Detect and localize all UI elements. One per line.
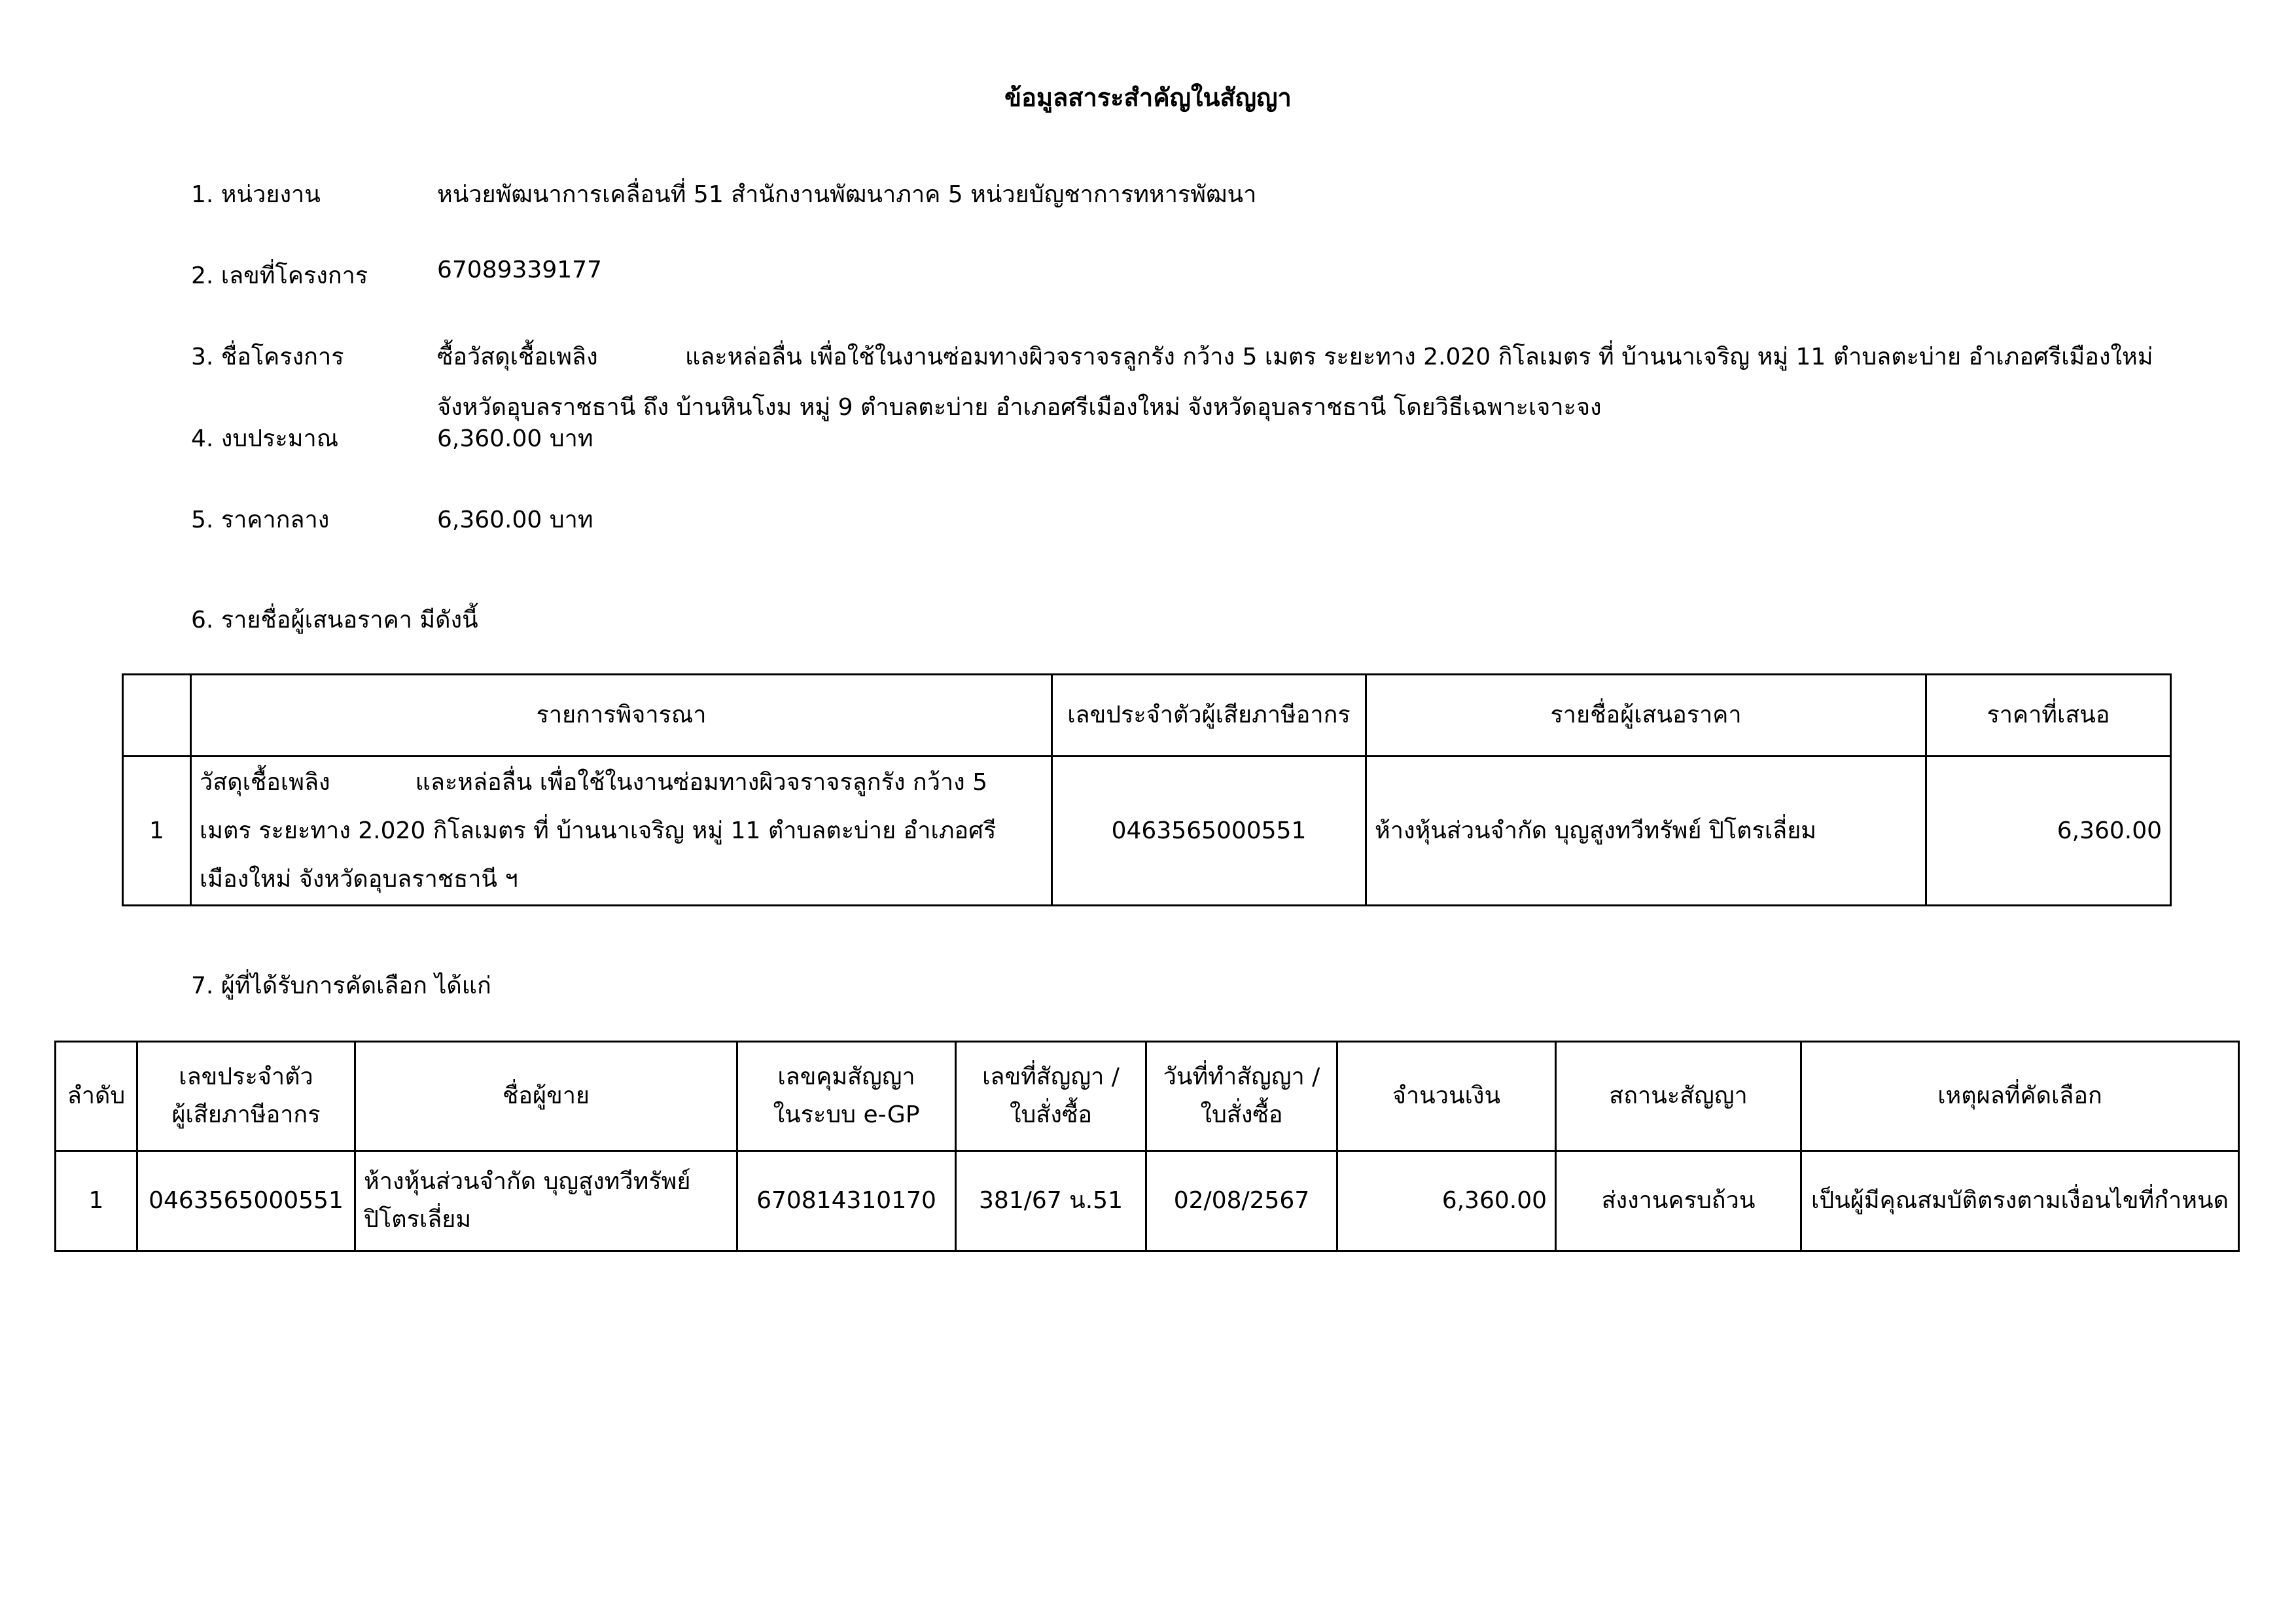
project-no-value: 67089339177 xyxy=(437,257,602,283)
bidder-item-line1-a: วัสดุเชื้อเพลิง xyxy=(200,768,330,796)
selected-header-egp-1: เลขคุมสัญญา xyxy=(777,1063,915,1090)
selected-row-egp: 670814310170 xyxy=(737,1151,956,1251)
bidder-row-item xyxy=(191,757,1052,906)
median-price-value: 6,360.00 บาท xyxy=(437,507,593,533)
bidder-item-line1-b: และหล่อลื่น เพื่อใช้ในงานซ่อมทางผิวจราจรลูกรัง กว้าง 5 xyxy=(415,768,988,796)
selected-header-row xyxy=(56,1042,2239,1151)
selected-header-status: สถานะสัญญา xyxy=(1556,1042,1801,1151)
selected-table xyxy=(54,1041,2240,1252)
selected-row-status: ส่งงานครบถ้วน xyxy=(1556,1151,1801,1251)
project-name-label: 3. ชื่อโครงการ xyxy=(191,344,344,370)
bidder-item-line3: เมืองใหม่ จังหวัดอุบลราชธานี ฯ xyxy=(200,865,518,893)
budget-value: 6,360.00 บาท xyxy=(437,425,593,452)
bidder-row-price: 6,360.00 xyxy=(1926,757,2171,906)
bidder-row-no: 1 xyxy=(123,757,191,906)
bidder-row-tax-id: 0463565000551 xyxy=(1052,757,1366,906)
bidders-header-item: รายการพิจารณา xyxy=(191,675,1052,757)
selected-row-seller-1: ห้างหุ้นส่วนจำกัด บุญสูงทวีทรัพย์ xyxy=(364,1168,691,1195)
bidders-heading: 6. รายชื่อผู้เสนอราคา มีดังนี้ xyxy=(191,607,478,633)
selected-row-seller-2: ปิโตรเลี่ยม xyxy=(364,1206,472,1233)
selected-header-tax-id-2: ผู้เสียภาษีอากร xyxy=(171,1101,321,1128)
document-title: ข้อมูลสาระสำคัญในสัญญา xyxy=(1004,83,1292,112)
selected-header-egp-2: ในระบบ e-GP xyxy=(773,1101,920,1128)
bidder-row-name: ห้างหุ้นส่วนจำกัด บุญสูงทวีทรัพย์ ปิโตรเลี่ยม xyxy=(1366,757,1926,906)
selected-header-amount: จำนวนเงิน xyxy=(1337,1042,1556,1151)
bidders-header-bidder: รายชื่อผู้เสนอราคา xyxy=(1366,675,1926,757)
selected-header-egp xyxy=(737,1042,956,1151)
project-no-label: 2. เลขที่โครงการ xyxy=(191,262,368,289)
selected-row-contract-no: 381/67 น.51 xyxy=(956,1151,1146,1251)
table-row xyxy=(56,1151,2239,1251)
selected-header-contract-no-2: ใบสั่งซื้อ xyxy=(1009,1101,1093,1128)
selected-header-contract-no-1: เลขที่สัญญา / xyxy=(982,1063,1120,1090)
bidders-header-price: ราคาที่เสนอ xyxy=(1926,675,2171,757)
selected-header-contract-no xyxy=(956,1042,1146,1151)
selected-row-reason: เป็นผู้มีคุณสมบัติตรงตามเงื่อนไขที่กำหนด xyxy=(1801,1151,2239,1251)
selected-header-date-1: วันที่ทำสัญญา / xyxy=(1163,1063,1320,1090)
selected-row-seller xyxy=(355,1151,737,1251)
project-name-part2: และหล่อลื่น เพื่อใช้ในงานซ่อมทางผิวจราจรลูกรัง กว้าง 5 เมตร ระยะทาง 2.020 กิโลเมตร ที่ บ้านนาเจริญ หมู่ 11 ตำบลตะบ่าย อำเภอศรีเมืองใหม่ xyxy=(685,344,2153,370)
selected-header-reason: เหตุผลที่คัดเลือก xyxy=(1801,1042,2239,1151)
bidders-header-no xyxy=(123,675,191,757)
selected-row-amount: 6,360.00 xyxy=(1337,1151,1556,1251)
agency-value: หน่วยพัฒนาการเคลื่อนที่ 51 สำนักงานพัฒนาภาค 5 หน่วยบัญชาการทหารพัฒนา xyxy=(437,181,1257,208)
bidder-item-line2: เมตร ระยะทาง 2.020 กิโลเมตร ที่ บ้านนาเจริญ หมู่ 11 ตำบลตะบ่าย อำเภอศรี xyxy=(200,817,997,844)
selected-row-date: 02/08/2567 xyxy=(1146,1151,1337,1251)
selected-header-tax-id xyxy=(137,1042,355,1151)
selected-row-no: 1 xyxy=(56,1151,137,1251)
bidders-header-row xyxy=(123,675,2171,757)
selected-header-no: ลำดับ xyxy=(56,1042,137,1151)
agency-label: 1. หน่วยงาน xyxy=(191,181,321,208)
selected-header-date-2: ใบสั่งซื้อ xyxy=(1200,1101,1283,1128)
selected-header-seller: ชื่อผู้ขาย xyxy=(355,1042,737,1151)
project-name-line2: จังหวัดอุบลราชธานี ถึง บ้านหินโงม หมู่ 9 ตำบลตะบ่าย อำเภอศรีเมืองใหม่ จังหวัดอุบลราชธานี โดยวิธีเฉพาะเจาะจง xyxy=(437,394,1602,421)
bidders-header-tax-id: เลขประจำตัวผู้เสียภาษีอากร xyxy=(1052,675,1366,757)
selected-row-tax-id: 0463565000551 xyxy=(137,1151,355,1251)
median-price-label: 5. ราคากลาง xyxy=(191,507,330,533)
selected-header-tax-id-1: เลขประจำตัว xyxy=(179,1063,313,1090)
bidders-table xyxy=(122,673,2172,906)
table-row xyxy=(123,757,2171,906)
selected-header-date xyxy=(1146,1042,1337,1151)
budget-label: 4. งบประมาณ xyxy=(191,425,339,452)
project-name-part1: ซื้อวัสดุเชื้อเพลิง xyxy=(437,344,598,370)
selected-heading: 7. ผู้ที่ได้รับการคัดเลือก ได้แก่ xyxy=(191,972,491,999)
